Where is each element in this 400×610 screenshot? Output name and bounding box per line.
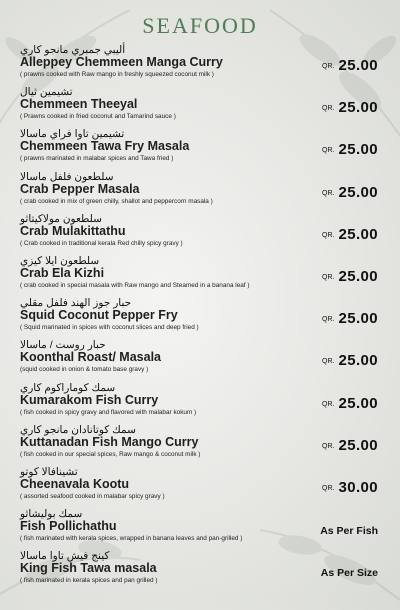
- price-currency: QR.: [322, 273, 335, 281]
- item-arabic-name: تشينافالا كوتو: [20, 465, 78, 478]
- item-description: ( prawns cooked with Raw mango in freshly squeezed coconut milk ): [20, 71, 214, 78]
- menu-item: [0, 466, 400, 508]
- item-arabic-name: سلطعون ايلا كيزي: [20, 254, 100, 267]
- item-price: [322, 99, 378, 117]
- item-name: Chemmeen Theeyal: [20, 97, 138, 112]
- item-price: [322, 226, 378, 244]
- item-description: ( prawns marinated in malabar spices and Tawa fried ): [20, 155, 174, 163]
- price-amount: 25.00: [338, 99, 378, 117]
- item-price: [322, 141, 378, 159]
- item-name: Squid Coconut Pepper Fry: [20, 308, 178, 323]
- item-price: [322, 268, 378, 286]
- item-arabic-name: حبار جوز الهند فلفل مقلي: [20, 297, 132, 310]
- menu-item: [0, 44, 400, 86]
- menu-item: [0, 424, 400, 466]
- price-amount: 25.00: [338, 352, 378, 370]
- menu-item: [0, 382, 400, 424]
- item-arabic-name: سلطعون فلفل ماسالا: [20, 170, 114, 183]
- item-name: Chemmeen Tawa Fry Masala: [20, 139, 190, 154]
- menu-item: [0, 128, 400, 170]
- price-currency: QR.: [322, 358, 335, 366]
- item-description: ( fish marinated in kerala spices and pan grilled ): [20, 577, 158, 585]
- price-currency: QR.: [322, 147, 335, 155]
- item-description: ( assorted seafood cooked in malabar spicy gravy ): [20, 492, 165, 500]
- menu-item: [0, 213, 400, 255]
- menu-item: [0, 86, 400, 128]
- price-currency: QR.: [322, 442, 335, 450]
- item-price: [322, 57, 378, 75]
- menu-item: [0, 550, 400, 592]
- price-text: As Per Fish: [320, 525, 378, 538]
- price-amount: 25.00: [338, 267, 378, 285]
- price-currency: QR.: [322, 189, 335, 197]
- item-arabic-name: حبار روست / ماسالا: [20, 339, 106, 352]
- section-title: SEAFOOD: [142, 13, 258, 38]
- item-arabic-name: تشيمين تاوا فراي ماسالا: [20, 128, 125, 141]
- item-name: Crab Ela Kizhi: [20, 265, 105, 280]
- menu-item: [0, 297, 400, 339]
- item-name: Crab Mulakittathu: [20, 223, 126, 238]
- item-description: ( fish marinated with kerala spices, wrapped in banana leaves and pan-grilled ): [20, 535, 243, 543]
- menu-items-list: [0, 44, 400, 592]
- item-arabic-name: سلطعون مولاكيتاثو: [20, 212, 102, 225]
- item-name: Alleppey Chemmeen Manga Curry: [20, 55, 223, 69]
- item-name: King Fish Tawa masala: [20, 561, 157, 576]
- item-description: ( Squid marinated in spices with coconut slices and deep fried ): [20, 324, 199, 332]
- item-name: Crab Pepper Masala: [20, 181, 140, 196]
- item-description: (squid cooked in onion & tomato base gravy ): [20, 366, 149, 374]
- item-name: Fish Pollichathu: [20, 519, 117, 534]
- price-amount: 25.00: [338, 141, 378, 159]
- item-description: ( fish cooked in spicy gravy and flavored with malabar kokum ): [20, 408, 197, 416]
- item-description: ( Crab cooked in traditional kerala Red chilly spicy gravy ): [20, 239, 183, 247]
- price-currency: QR.: [322, 316, 335, 324]
- item-name: Kumarakom Fish Curry: [20, 392, 159, 407]
- item-arabic-name: سمك بوليشاثو: [20, 508, 83, 521]
- price-currency: QR.: [322, 105, 335, 113]
- menu-item: [0, 171, 400, 213]
- item-arabic-name: أليبي جمبري مانجو كاري: [20, 44, 126, 56]
- item-name: Cheenavala Kootu: [20, 476, 130, 491]
- menu-item: [0, 508, 400, 550]
- item-arabic-name: كينج فيش تاوا ماسالا: [20, 550, 110, 563]
- price-currency: QR.: [322, 484, 335, 492]
- price-amount: 25.00: [338, 310, 378, 328]
- price-amount: 25.00: [338, 225, 378, 243]
- price-currency: QR.: [322, 63, 335, 70]
- price-amount: 25.00: [338, 394, 378, 412]
- item-description: ( Prawns cooked in fried coconut and Tamarind sauce ): [20, 113, 176, 121]
- price-currency: QR.: [322, 400, 335, 408]
- item-price: [322, 310, 378, 328]
- price-amount: 25.00: [338, 436, 378, 454]
- item-price: [320, 521, 378, 539]
- item-name: Koonthal Roast/ Masala: [20, 350, 161, 365]
- item-arabic-name: تشيمين ثيال: [20, 86, 73, 99]
- price-text: As Per Size: [320, 567, 378, 580]
- item-price: [322, 437, 378, 455]
- item-price: [321, 563, 378, 581]
- price-currency: QR.: [322, 231, 335, 239]
- price-amount: 25.00: [338, 57, 378, 74]
- price-amount: 25.00: [338, 183, 378, 201]
- item-name: Kuttanadan Fish Mango Curry: [20, 434, 199, 449]
- item-description: ( crab cooked in special masala with Raw mango and Steamed in a banana leaf ): [20, 281, 250, 289]
- price-amount: 30.00: [338, 478, 378, 496]
- item-price: [322, 352, 378, 370]
- item-description: ( fish cooked in our special spices, Raw mango & coconut milk ): [20, 450, 201, 458]
- item-arabic-name: سمك كوتانادان مانجو كاري: [20, 423, 136, 436]
- item-price: [322, 184, 378, 202]
- menu-item: [0, 255, 400, 297]
- menu-item: [0, 339, 400, 381]
- item-price: [322, 479, 378, 497]
- item-description: ( crab cooked in mix of green chilly, shallot and peppercorn masala ): [20, 197, 213, 205]
- item-arabic-name: سمك كوماراكوم كاري: [20, 381, 116, 394]
- item-price: [322, 395, 378, 413]
